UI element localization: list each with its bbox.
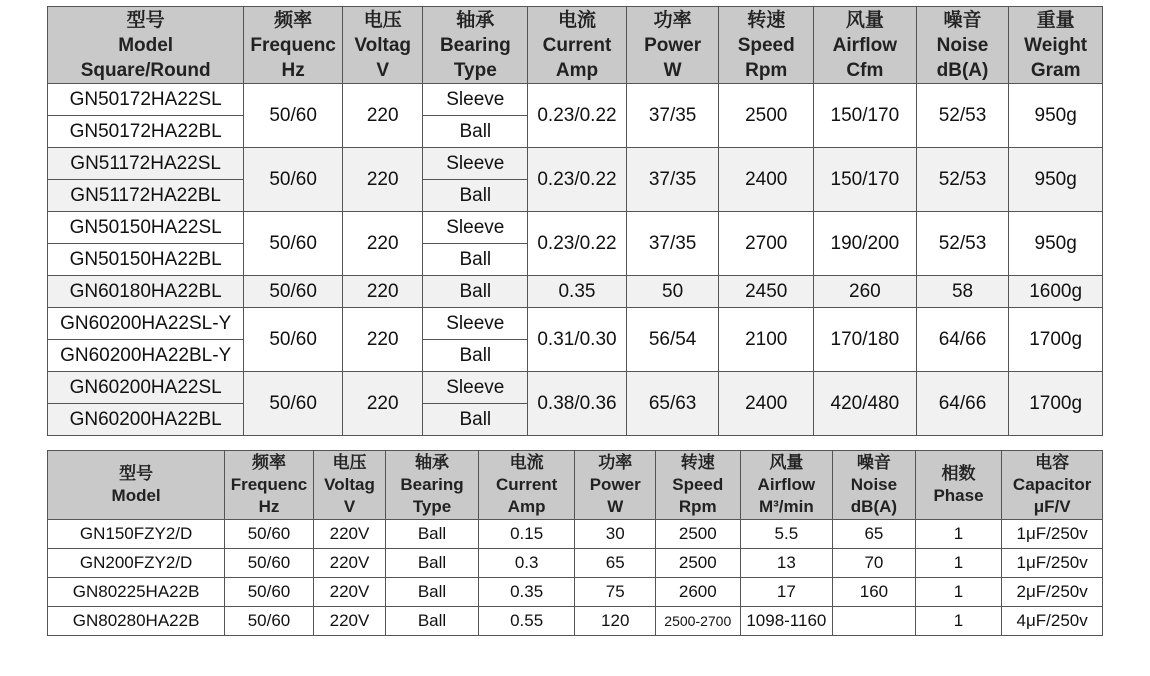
capacitor-cell: 1μF/250v — [1002, 549, 1103, 578]
bearing-cell: Sleeve — [423, 84, 528, 116]
column-header-line: V — [376, 59, 390, 81]
table-header-row — [48, 7, 1103, 84]
airflow-cell: 1098-1160 — [740, 607, 833, 636]
bearing-cell: Sleeve — [423, 372, 528, 404]
power-cell: 56/54 — [626, 308, 719, 372]
voltage-cell: 220 — [342, 372, 423, 436]
column-header-line: μF/V — [1033, 497, 1071, 516]
column-header-line: Amp — [555, 59, 599, 81]
model-cell: GN60180HA22BL — [48, 276, 244, 308]
column-header-line: Gram — [1030, 59, 1081, 81]
airflow-cell: 150/170 — [814, 84, 917, 148]
bearing-cell: Sleeve — [423, 148, 528, 180]
column-header — [342, 7, 423, 84]
column-header-line: Speed — [737, 34, 795, 56]
bearing-cell: Ball — [386, 607, 479, 636]
column-header-line: 电压 — [332, 453, 367, 472]
model-cell: GN60200HA22SL — [48, 372, 244, 404]
table-row — [48, 308, 1103, 340]
speed-cell: 2500 — [656, 520, 741, 549]
bearing-cell: Ball — [423, 276, 528, 308]
column-header — [915, 451, 1002, 520]
column-header — [423, 7, 528, 84]
noise-cell: 70 — [833, 549, 916, 578]
column-header-line: V — [343, 497, 356, 516]
column-header-line: 频率 — [274, 9, 313, 31]
voltage-cell: 220V — [313, 549, 385, 578]
bearing-cell: Ball — [423, 404, 528, 436]
column-header — [1009, 7, 1103, 84]
model-cell: GN51172HA22SL — [48, 148, 244, 180]
noise-cell: 65 — [833, 520, 916, 549]
power-cell: 65/63 — [626, 372, 719, 436]
airflow-cell: 5.5 — [740, 520, 833, 549]
phase-cell: 1 — [915, 607, 1002, 636]
column-header-line: Phase — [933, 486, 984, 505]
column-header — [656, 451, 741, 520]
bearing-cell: Ball — [423, 340, 528, 372]
current-cell: 0.38/0.36 — [528, 372, 627, 436]
column-header-line: Current — [542, 34, 612, 56]
power-cell: 30 — [575, 520, 656, 549]
column-header-line: Model — [118, 34, 174, 56]
speed-cell: 2100 — [719, 308, 814, 372]
noise-cell: 64/66 — [916, 308, 1009, 372]
speed-cell: 2600 — [656, 578, 741, 607]
column-header-line: Type — [453, 59, 497, 81]
speed-cell: 2450 — [719, 276, 814, 308]
column-header-line: Capacitor — [1012, 475, 1092, 494]
table-header-row — [48, 451, 1103, 520]
current-cell: 0.35 — [528, 276, 627, 308]
column-header-line: 重量 — [1036, 9, 1075, 31]
current-cell: 0.23/0.22 — [528, 212, 627, 276]
speed-cell: 2500-2700 — [656, 607, 741, 636]
table-row — [48, 578, 1103, 607]
current-cell: 0.3 — [478, 549, 575, 578]
power-cell: 50 — [626, 276, 719, 308]
frequency-cell: 50/60 — [225, 520, 314, 549]
airflow-cell: 13 — [740, 549, 833, 578]
column-header-line: 相数 — [941, 464, 976, 483]
column-header-line: W — [663, 59, 682, 81]
model-cell: GN80280HA22B — [48, 607, 225, 636]
column-header-line: Rpm — [678, 497, 717, 516]
speed-cell: 2400 — [719, 372, 814, 436]
airflow-cell: 420/480 — [814, 372, 917, 436]
airflow-cell: 170/180 — [814, 308, 917, 372]
column-header-line: 功率 — [653, 9, 692, 31]
current-cell: 0.55 — [478, 607, 575, 636]
voltage-cell: 220 — [342, 308, 423, 372]
table-row — [48, 148, 1103, 180]
column-header-line: 风量 — [845, 9, 884, 31]
voltage-cell: 220V — [313, 520, 385, 549]
noise-cell: 58 — [916, 276, 1009, 308]
column-header — [719, 7, 814, 84]
column-header-line: Weight — [1024, 34, 1088, 56]
bearing-cell: Ball — [423, 116, 528, 148]
noise-cell: 160 — [833, 578, 916, 607]
noise-cell: 52/53 — [916, 212, 1009, 276]
column-header — [814, 7, 917, 84]
column-header-line: 电流 — [509, 453, 544, 472]
column-header-line: Frequenc — [230, 475, 308, 494]
phase-cell: 1 — [915, 578, 1002, 607]
column-header-line: Power — [644, 34, 702, 56]
column-header-line: 风量 — [769, 453, 804, 472]
frequency-cell: 50/60 — [244, 212, 343, 276]
column-header — [48, 451, 225, 520]
weight-cell: 950g — [1009, 212, 1103, 276]
airflow-cell: 260 — [814, 276, 917, 308]
column-header-line: Airflow — [832, 34, 898, 56]
power-cell: 75 — [575, 578, 656, 607]
column-header-line: Bearing — [439, 34, 511, 56]
table-row — [48, 372, 1103, 404]
noise-cell: 52/53 — [916, 148, 1009, 212]
column-header-line: Square/Round — [80, 59, 211, 81]
column-header — [916, 7, 1009, 84]
power-cell: 37/35 — [626, 84, 719, 148]
bearing-cell: Ball — [386, 578, 479, 607]
weight-cell: 1700g — [1009, 372, 1103, 436]
column-header-line: Rpm — [745, 59, 788, 81]
speed-cell: 2700 — [719, 212, 814, 276]
model-cell: GN150FZY2/D — [48, 520, 225, 549]
voltage-cell: 220 — [342, 148, 423, 212]
table-row — [48, 607, 1103, 636]
airflow-cell: 190/200 — [814, 212, 917, 276]
column-header-line: 电流 — [557, 9, 596, 31]
noise-cell: 52/53 — [916, 84, 1009, 148]
column-header-line: 转速 — [747, 9, 786, 31]
column-header-line: Power — [589, 475, 641, 494]
bearing-cell: Ball — [386, 520, 479, 549]
current-cell: 0.23/0.22 — [528, 84, 627, 148]
column-header-line: Voltag — [354, 34, 412, 56]
current-cell: 0.31/0.30 — [528, 308, 627, 372]
model-cell: GN200FZY2/D — [48, 549, 225, 578]
frequency-cell: 50/60 — [244, 148, 343, 212]
voltage-cell: 220 — [342, 212, 423, 276]
noise-cell: 64/66 — [916, 372, 1009, 436]
frequency-cell: 50/60 — [225, 578, 314, 607]
airflow-cell: 17 — [740, 578, 833, 607]
noise-cell — [833, 607, 916, 636]
column-header-line: 电压 — [363, 9, 402, 31]
column-header-line: Cfm — [846, 59, 884, 81]
bearing-cell: Sleeve — [423, 212, 528, 244]
column-header-line: 轴承 — [415, 453, 450, 472]
model-cell: GN50150HA22SL — [48, 212, 244, 244]
column-header — [225, 451, 314, 520]
voltage-cell: 220 — [342, 84, 423, 148]
current-cell: 0.35 — [478, 578, 575, 607]
column-header-line: Current — [495, 475, 558, 494]
column-header-line: 频率 — [251, 453, 286, 472]
model-cell: GN60200HA22SL-Y — [48, 308, 244, 340]
power-cell: 37/35 — [626, 148, 719, 212]
phase-cell: 1 — [915, 520, 1002, 549]
column-header-line: Amp — [507, 497, 546, 516]
power-cell: 120 — [575, 607, 656, 636]
weight-cell: 1600g — [1009, 276, 1103, 308]
model-cell: GN50150HA22BL — [48, 244, 244, 276]
bearing-cell: Sleeve — [423, 308, 528, 340]
model-cell: GN50172HA22SL — [48, 84, 244, 116]
capacitor-cell: 4μF/250v — [1002, 607, 1103, 636]
column-header-line: Noise — [850, 475, 898, 494]
column-header — [740, 451, 833, 520]
column-header-line: 噪音 — [856, 453, 891, 472]
column-header — [244, 7, 343, 84]
column-header-line: Airflow — [757, 475, 816, 494]
column-header-line: 噪音 — [943, 9, 982, 31]
column-header — [1002, 451, 1103, 520]
column-header — [575, 451, 656, 520]
airflow-cell: 150/170 — [814, 148, 917, 212]
model-cell: GN60200HA22BL-Y — [48, 340, 244, 372]
current-cell: 0.15 — [478, 520, 575, 549]
column-header-line: Type — [412, 497, 452, 516]
column-header — [386, 451, 479, 520]
column-header — [833, 451, 916, 520]
speed-cell: 2400 — [719, 148, 814, 212]
bearing-cell: Ball — [386, 549, 479, 578]
model-cell: GN60200HA22BL — [48, 404, 244, 436]
table-row — [48, 549, 1103, 578]
column-header — [478, 451, 575, 520]
table-row — [48, 84, 1103, 116]
column-header-line: Voltag — [324, 475, 375, 494]
column-header-line: dB(A) — [850, 497, 898, 516]
model-cell: GN80225HA22B — [48, 578, 225, 607]
column-header — [313, 451, 385, 520]
table-row — [48, 276, 1103, 308]
column-header — [528, 7, 627, 84]
column-header-line: Noise — [936, 34, 989, 56]
speed-cell: 2500 — [719, 84, 814, 148]
capacitor-cell: 2μF/250v — [1002, 578, 1103, 607]
column-header-line: dB(A) — [936, 59, 989, 81]
column-header — [48, 7, 244, 84]
weight-cell: 950g — [1009, 148, 1103, 212]
column-header-line: 电容 — [1035, 453, 1070, 472]
column-header-line: 型号 — [119, 464, 154, 483]
column-header-line: 轴承 — [456, 9, 495, 31]
column-header-line: 功率 — [598, 453, 633, 472]
fan-spec-table-main — [47, 6, 1103, 436]
speed-cell: 2500 — [656, 549, 741, 578]
model-cell: GN50172HA22BL — [48, 116, 244, 148]
table-row — [48, 520, 1103, 549]
column-header — [626, 7, 719, 84]
phase-cell: 1 — [915, 549, 1002, 578]
current-cell: 0.23/0.22 — [528, 148, 627, 212]
column-header-line: W — [607, 497, 624, 516]
power-cell: 65 — [575, 549, 656, 578]
frequency-cell: 50/60 — [225, 607, 314, 636]
model-cell: GN51172HA22BL — [48, 180, 244, 212]
weight-cell: 1700g — [1009, 308, 1103, 372]
column-header-line: 型号 — [126, 9, 165, 31]
voltage-cell: 220 — [342, 276, 423, 308]
column-header-line: M³/min — [758, 497, 814, 516]
column-header-line: Speed — [672, 475, 724, 494]
column-header-line: Frequenc — [250, 34, 336, 56]
power-cell: 37/35 — [626, 212, 719, 276]
capacitor-cell: 1μF/250v — [1002, 520, 1103, 549]
bearing-cell: Ball — [423, 244, 528, 276]
column-header-line: Bearing — [400, 475, 464, 494]
frequency-cell: 50/60 — [244, 276, 343, 308]
weight-cell: 950g — [1009, 84, 1103, 148]
voltage-cell: 220V — [313, 578, 385, 607]
voltage-cell: 220V — [313, 607, 385, 636]
frequency-cell: 50/60 — [225, 549, 314, 578]
frequency-cell: 50/60 — [244, 372, 343, 436]
column-header-line: 转速 — [680, 453, 715, 472]
table-row — [48, 212, 1103, 244]
bearing-cell: Ball — [423, 180, 528, 212]
column-header-line: Hz — [258, 497, 280, 516]
column-header-line: Model — [111, 486, 161, 505]
fan-spec-table-secondary — [47, 450, 1103, 636]
frequency-cell: 50/60 — [244, 308, 343, 372]
frequency-cell: 50/60 — [244, 84, 343, 148]
column-header-line: Hz — [281, 59, 305, 81]
